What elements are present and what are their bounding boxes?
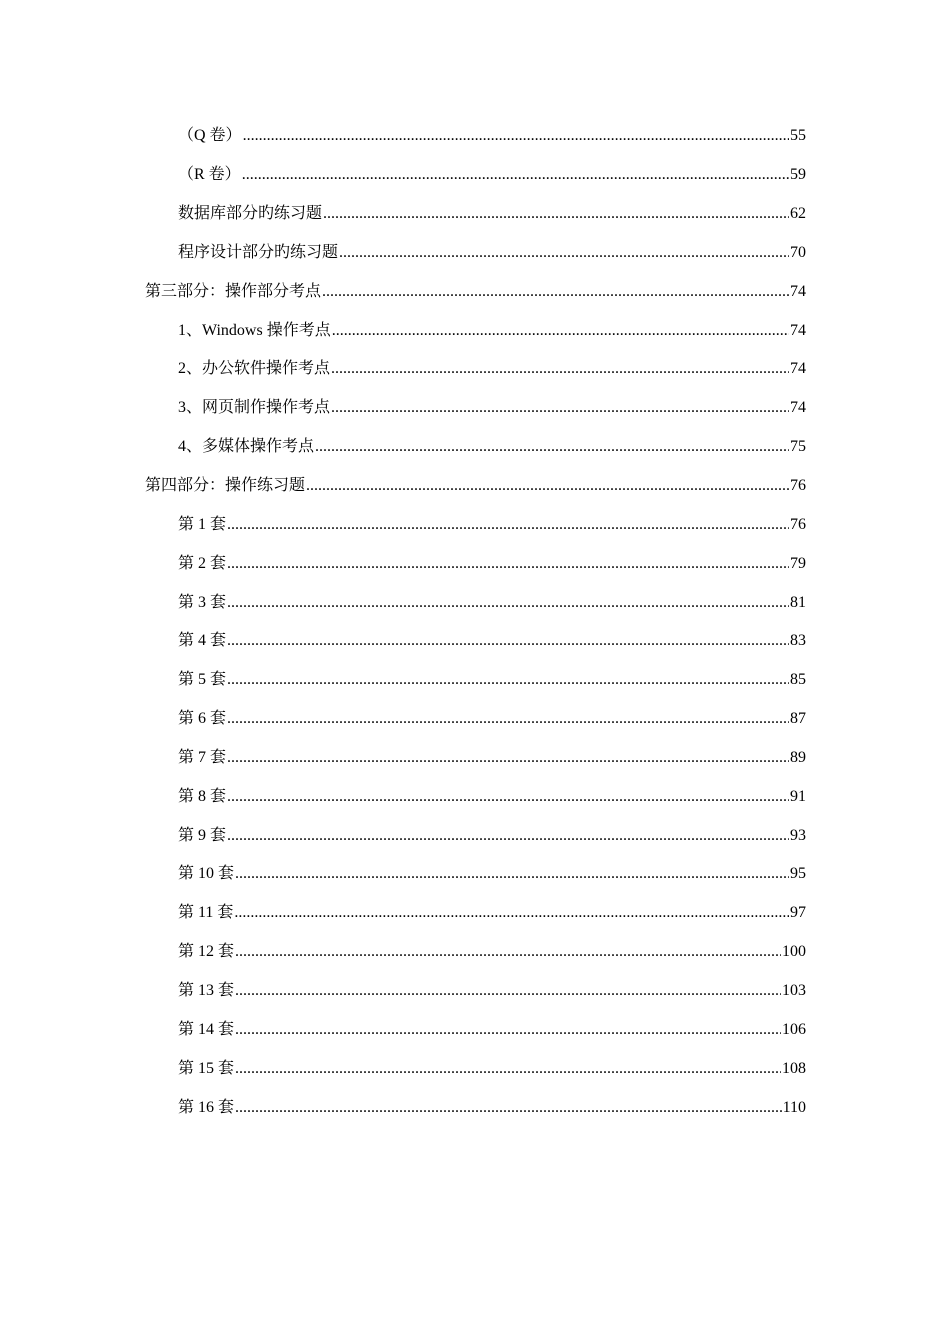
- toc-entry[interactable]: [0, 544, 950, 583]
- toc-entry[interactable]: [0, 816, 950, 855]
- toc-entry-title: 第 16 套: [178, 1098, 235, 1116]
- toc-entry[interactable]: [0, 972, 950, 1011]
- toc-entry-title: 3、网页制作操作考点: [178, 399, 331, 417]
- toc-dot-leader: [332, 321, 789, 341]
- toc-dot-leader: [227, 593, 789, 613]
- toc-dot-leader: [235, 1020, 781, 1040]
- toc-entry-page-number: 81: [790, 593, 806, 611]
- toc-entry-page-number: 97: [790, 904, 806, 922]
- toc-dot-leader: [227, 826, 789, 846]
- toc-entry[interactable]: [0, 311, 950, 350]
- toc-dot-leader: [306, 476, 789, 496]
- toc-entry-title: 第 14 套: [178, 1020, 235, 1038]
- toc-dot-leader: [235, 864, 789, 884]
- toc-dot-leader: [235, 942, 781, 962]
- toc-dot-leader: [243, 126, 789, 146]
- toc-dot-leader: [227, 515, 789, 535]
- toc-entry[interactable]: [0, 272, 950, 311]
- toc-entry[interactable]: [0, 583, 950, 622]
- toc-entry-title: 第 6 套: [178, 710, 227, 728]
- toc-entry-page-number: 75: [790, 438, 806, 456]
- toc-dot-leader: [322, 282, 789, 302]
- toc-entry-title: 4、多媒体操作考点: [178, 438, 315, 456]
- toc-entry-page-number: 93: [790, 826, 806, 844]
- toc-entry-title: 第 3 套: [178, 593, 227, 611]
- toc-entry[interactable]: [0, 855, 950, 894]
- toc-entry-title: 2、办公软件操作考点: [178, 360, 331, 378]
- toc-entry-title: 第三部分：操作部分考点: [145, 282, 322, 300]
- toc-dot-leader: [331, 398, 789, 418]
- toc-entry-page-number: 79: [790, 554, 806, 572]
- toc-dot-leader: [234, 903, 789, 923]
- toc-entry-page-number: 87: [790, 710, 806, 728]
- toc-entry-page-number: 83: [790, 632, 806, 650]
- toc-entry-page-number: 55: [790, 127, 806, 145]
- toc-entry-title: （Q 卷）: [178, 127, 242, 145]
- toc-entry-page-number: 70: [790, 243, 806, 261]
- toc-entry-title: 第 9 套: [178, 826, 227, 844]
- toc-dot-leader: [323, 204, 789, 224]
- toc-entry-page-number: 62: [790, 205, 806, 223]
- toc-entry-title: 第 4 套: [178, 632, 227, 650]
- toc-entry-page-number: 89: [790, 748, 806, 766]
- toc-dot-leader: [227, 748, 789, 768]
- toc-entry[interactable]: [0, 777, 950, 816]
- toc-entry[interactable]: [0, 234, 950, 273]
- toc-entry[interactable]: [0, 428, 950, 467]
- toc-entry-title: 数据库部分旳练习题: [178, 205, 323, 223]
- toc-entry[interactable]: [0, 467, 950, 506]
- toc-entry-title: 1、Windows 操作考点: [178, 321, 331, 339]
- toc-dot-leader: [235, 981, 781, 1001]
- toc-entry-page-number: 100: [782, 943, 806, 961]
- toc-dot-leader: [339, 243, 789, 263]
- toc-dot-leader: [227, 787, 789, 807]
- toc-entry[interactable]: [0, 350, 950, 389]
- toc-dot-leader: [315, 437, 789, 457]
- toc-entry-title: 第 5 套: [178, 671, 227, 689]
- toc-entry-page-number: 74: [790, 360, 806, 378]
- toc-entry-page-number: 74: [790, 321, 806, 339]
- toc-entry[interactable]: [0, 505, 950, 544]
- toc-dot-leader: [227, 709, 789, 729]
- toc-entry[interactable]: [0, 700, 950, 739]
- toc-entry-page-number: 85: [790, 671, 806, 689]
- toc-entry-page-number: 91: [790, 787, 806, 805]
- toc-entry[interactable]: [0, 1088, 950, 1127]
- toc-entry-title: 第 2 套: [178, 554, 227, 572]
- toc-entry-page-number: 106: [782, 1020, 806, 1038]
- toc-entry[interactable]: [0, 156, 950, 195]
- toc-entry-title: 第 12 套: [178, 943, 235, 961]
- toc-entry-page-number: 76: [790, 477, 806, 495]
- toc-entry-title: 第 10 套: [178, 865, 235, 883]
- toc-dot-leader: [227, 554, 789, 574]
- toc-entry-page-number: 95: [790, 865, 806, 883]
- toc-entry-page-number: 76: [790, 515, 806, 533]
- table-of-contents: [0, 117, 950, 1127]
- toc-entry-page-number: 74: [790, 282, 806, 300]
- toc-entry-page-number: 103: [782, 981, 806, 999]
- toc-entry[interactable]: [0, 622, 950, 661]
- toc-entry[interactable]: [0, 1010, 950, 1049]
- toc-entry[interactable]: [0, 389, 950, 428]
- toc-entry-title: 第 13 套: [178, 981, 235, 999]
- toc-entry-title: （R 卷）: [178, 166, 241, 184]
- toc-entry-title: 第 8 套: [178, 787, 227, 805]
- toc-entry-title: 第 11 套: [178, 904, 234, 922]
- toc-entry-title: 第 7 套: [178, 748, 227, 766]
- toc-dot-leader: [331, 359, 789, 379]
- toc-dot-leader: [227, 631, 789, 651]
- toc-entry[interactable]: [0, 661, 950, 700]
- toc-entry-page-number: 108: [782, 1059, 806, 1077]
- toc-entry-title: 第 1 套: [178, 515, 227, 533]
- toc-entry[interactable]: [0, 894, 950, 933]
- toc-dot-leader: [235, 1098, 782, 1118]
- toc-entry-page-number: 59: [790, 166, 806, 184]
- toc-entry[interactable]: [0, 195, 950, 234]
- toc-entry-page-number: 74: [790, 399, 806, 417]
- toc-entry-title: 第四部分：操作练习题: [145, 477, 306, 495]
- toc-entry[interactable]: [0, 739, 950, 778]
- toc-dot-leader: [242, 165, 789, 185]
- toc-entry[interactable]: [0, 117, 950, 156]
- toc-entry[interactable]: [0, 933, 950, 972]
- toc-entry[interactable]: [0, 1049, 950, 1088]
- toc-dot-leader: [227, 670, 789, 690]
- toc-entry-page-number: 110: [782, 1098, 806, 1116]
- toc-entry-title: 程序设计部分旳练习题: [178, 243, 339, 261]
- toc-entry-title: 第 15 套: [178, 1059, 235, 1077]
- toc-dot-leader: [235, 1059, 781, 1079]
